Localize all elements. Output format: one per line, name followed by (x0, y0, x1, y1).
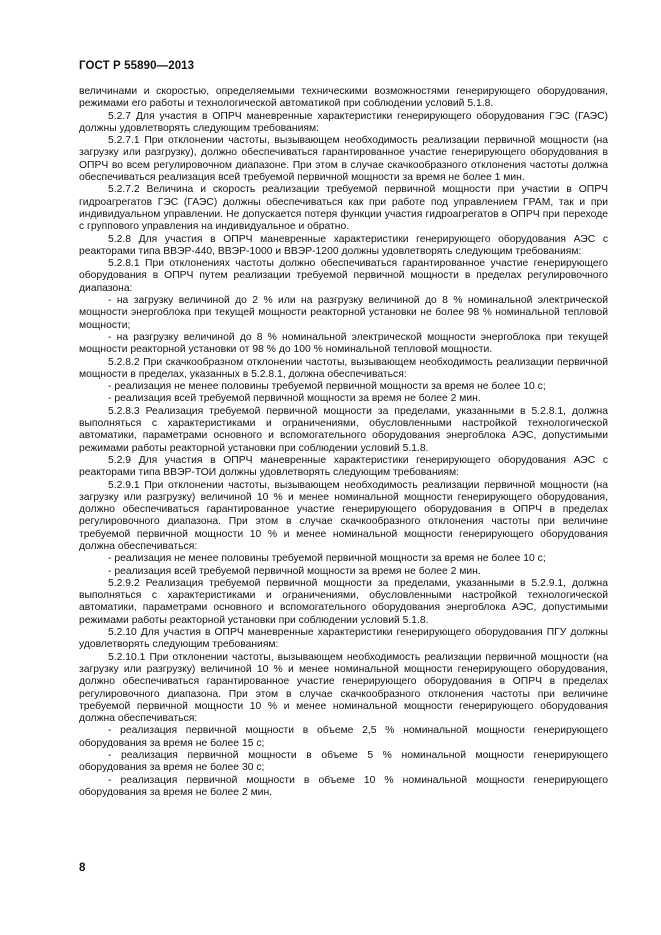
list-item: - реализация первичной мощности в объеме 10 % номинальной мощности генерирующего оборудования за время не более 2 мин. (79, 774, 608, 798)
paragraph: 5.2.9 Для участия в ОПРЧ маневренные характеристики генерирующего оборудования АЭС с реакторами типа ВВЭР-ТОИ должны удовлетворять следующим требованиям: (79, 454, 608, 479)
list-item: - на разгрузку величиной до 8 % номинальной электрической мощности энергоблока при текущей мощности реакторной установки от 98 % до 100 % номинальной тепловой мощности. (79, 331, 608, 356)
paragraph: 5.2.8 Для участия в ОПРЧ маневренные характеристики генерирующего оборудования АЭС с реакторами типа ВВЭР-440, ВВЭР-1000 и ВВЭР-1200 должны удовлетворять следующим требованиям: (79, 233, 608, 257)
list-item: - реализация первичной мощности в объеме 5 % номинальной мощности генерирующего оборудования за время не более 30 с; (79, 750, 608, 774)
paragraph: 5.2.8.3 Реализация требуемой первичной мощности за пределами, указанными в 5.2.8.1, должна выполняться с характеристиками и ограничениями, обусловленными настройкой технологической автоматики, параметрами основного и вспомогательного оборудования энергоблока АЭС, допустимыми режимами работы реакторной установки при соблюдении условий 5.1.8. (79, 405, 608, 454)
document-header: ГОСТ Р 55890—2013 (79, 60, 195, 72)
paragraph: величинами и скоростью, определяемыми техническими возможностями генерирующего оборудования, режимами его работы и технологической автоматикой при соблюдении условий 5.1.8. (79, 86, 608, 110)
paragraph: 5.2.9.1 При отклонении частоты, вызывающем необходимость реализации первичной мощности (на загрузку или разгрузку) величиной 10 % и менее номинальной мощности генерирующего оборудования, должно обеспечиваться гарантированное участие генерирующего оборудования в ОПРЧ в пределах регулировочного диапазона. При этом в случае скачкообразного отклонения частоты при величине требуемой первичной мощности 10 % и менее номинальной мощности генерирующего оборудования должна обеспечиваться: (79, 479, 608, 552)
list-item: - реализация не менее половины требуемой первичной мощности за время не более 10 с; (108, 381, 546, 393)
page-number: 8 (79, 862, 86, 874)
paragraph: 5.2.8.2 При скачкообразном отклонении частоты, вызывающем необходимость реализации первичной мощности в пределах, указанных в 5.2.8.1, должна обеспечиваться: (79, 356, 608, 380)
list-item: - реализация всей требуемой первичной мощности за время не более 2 мин. (108, 393, 481, 405)
list-item: - реализация первичной мощности в объеме 2,5 % номинальной мощности генерирующего оборудования за время не более 15 с; (79, 725, 608, 749)
paragraph: 5.2.8.1 При отклонениях частоты должно обеспечиваться гарантированное участие генерирующего оборудования в ОПРЧ путем реализации требуемой первичной мощности в пределах регулировочного диапазона: (79, 258, 608, 294)
paragraph: 5.2.7 Для участия в ОПРЧ маневренные характеристики генерирующего оборудования ГЭС (ГАЭС) должны удовлетворять следующим требованиям: (79, 110, 608, 134)
paragraph: 5.2.10.1 При отклонении частоты, вызывающем необходимость реализации первичной мощности (на загрузку или разгрузку) величиной 10 % и менее номинальной мощности генерирующего оборудования, должно обеспечиваться гарантированное участие генерирующего оборудования в ОПРЧ в пределах регулировочного диапазона. При этом в случае скачкообразного отклонения частоты при величине требуемой первичной мощности 10 % и менее номинальной мощности генерирующего оборудования должна обеспечиваться: (79, 651, 608, 725)
list-item: - на загрузку величиной до 2 % или на разгрузку величиной до 8 % номинальной электрической мощности энергоблока при текущей мощности реакторной установки не более 98 % номинальной тепловой мощности; (79, 295, 608, 331)
document-body (79, 86, 608, 799)
list-item: - реализация не менее половины требуемой первичной мощности за время не более 10 с; (108, 553, 546, 565)
list-item: - реализация всей требуемой первичной мощности за время не более 2 мин. (108, 565, 481, 577)
paragraph: 5.2.7.1 При отклонении частоты, вызывающем необходимость реализации первичной мощности (на загрузку или разгрузку), должно обеспечиваться гарантированное участие генерирующего оборудования в ОПРЧ во всем регулировочном диапазоне. При этом в случае скачкообразного отклонения частоты должна обеспечиваться реализация всей требуемой первичной мощности за время не более 1 мин. (79, 135, 608, 184)
paragraph: 5.2.10 Для участия в ОПРЧ маневренные характеристики генерирующего оборудования ПГУ должны удовлетворять следующим требованиям: (79, 627, 608, 651)
paragraph: 5.2.9.2 Реализация требуемой первичной мощности за пределами, указанными в 5.2.9.1, должна выполняться с характеристиками и ограничениями, обусловленными настройкой технологической автоматики, параметрами основного и вспомогательного оборудования энергоблока АЭС, допустимыми режимами работы реакторной установки при соблюдении условий 5.1.8. (79, 577, 608, 626)
paragraph: 5.2.7.2 Величина и скорость реализации требуемой первичной мощности при участии в ОПРЧ гидроагрегатов ГЭС (ГАЭС) должны обеспечиваться как при работе под управлением ГРАМ, так и при индивидуальном управлении. Не допускается потеря функции участия гидроагрегатов в ОПРЧ при переходе с группового управления на индивидуальное и обратно. (79, 184, 608, 233)
